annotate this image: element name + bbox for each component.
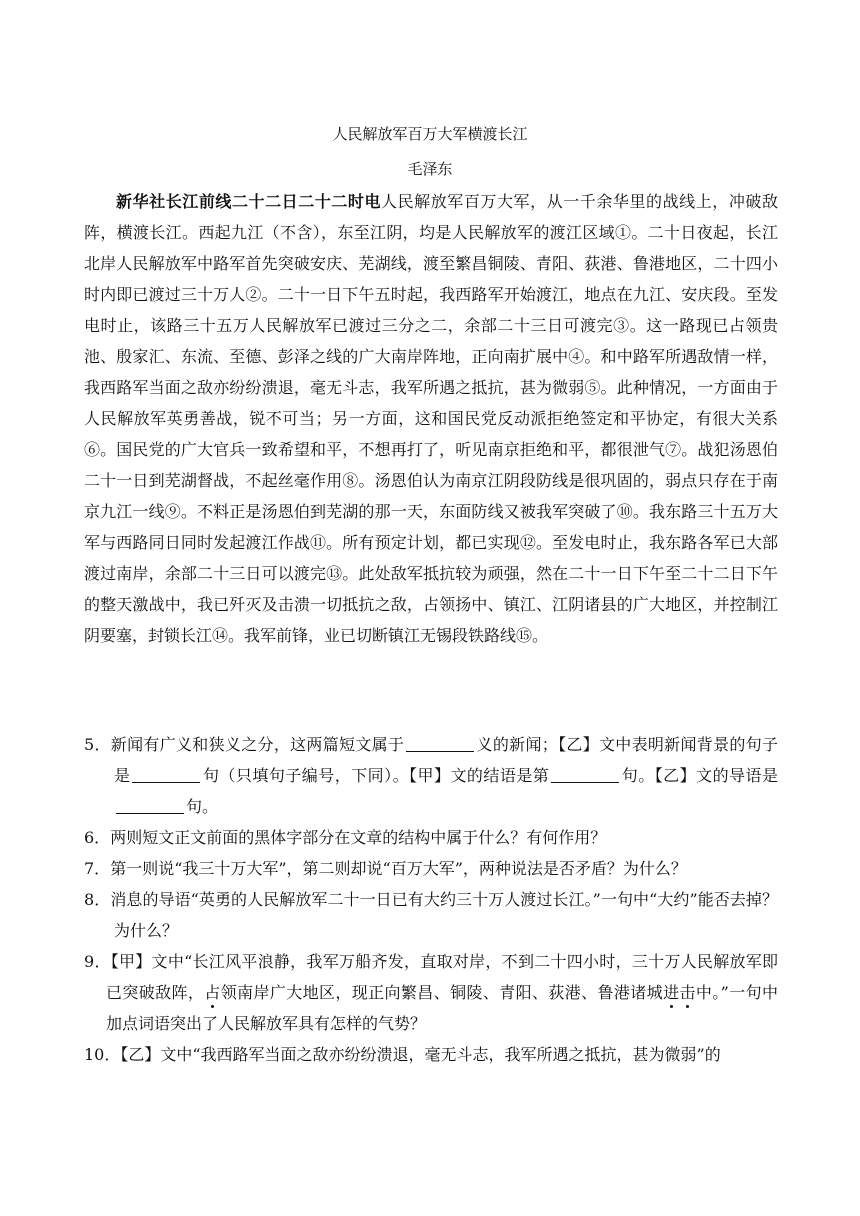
question-6: [84, 822, 778, 853]
news-text: 人民解放军百万大军，从一千余华里的战线上，冲破敌阵，横渡长江。西起九江（不含），东至江阴，均是人民解放军的渡江区域①。二十日夜起，长江北岸人民解放军中路军首先突破安庆、芜湖线，渡至繁昌铜陵、青阳、荻港、鲁港地区，二十四小时内即已渡过三十万人②。二十一日下午五时起，我西路军开始渡江，地点在九江、安庆段。至发电时止，该路三十五万人民解放军已渡过三分之二，余部二十三日可渡完③。这一路现已占领贵池、殷家汇、东流、至德、彭泽之线的广大南岸阵地，正向南扩展中④。和中路军所遇敌情一样，我西路军当面之敌亦纷纷溃退，毫无斗志，我军所遇之抵抗，甚为微弱⑤。此种情况，一方面由于人民解放军英勇善战，锐不可当；另一方面，这和国民党反动派拒绝签定和平协定，有很大关系⑥。国民党的广大官兵一致希望和平，不想再打了，听见南京拒绝和平，都很泄气⑦。战犯汤恩伯二十一日到芜湖督战，不起丝毫作用⑧。汤恩伯认为南京江阴段防线是很巩固的，弱点只存在于南京九江一线⑨。不料正是汤恩伯到芜湖的那一天，东面防线又被我军突破了⑩。我东路三十五万大军与西路同日同时发起渡江作战⑪。所有预定计划，都已实现⑫。至发电时止，我东路各军已大部渡过南岸，余部二十三日可以渡完⑬。此处敌军抵抗较为顽强，然在二十一日下午至二十二日下午的整天激战中，我已歼灭及击溃一切抵抗之敌，占领扬中、镇江、江阴诸县的广大地区，并控制江阴要塞，封锁长江⑭。我军前锋，业已切断镇江无锡段铁路线⑮。: [84, 192, 778, 645]
answer-blank[interactable]: [132, 766, 200, 783]
article-title: 人民解放军百万大军横渡长江: [332, 125, 528, 143]
question-8: [84, 884, 778, 946]
question-text: 消息的导语“英勇的人民解放军二十一日已有大约三十万人渡过长江。”一句中“大约”能否去掉？为什么？: [110, 890, 778, 940]
article-author: 毛泽东: [407, 160, 453, 178]
news-dateline: 新华社长江前线二十二日二十二时电: [116, 192, 382, 211]
answer-blank[interactable]: [551, 766, 619, 783]
question-5: 5．新闻有广义和狭义之分，这两篇短文属于 义的新闻；【乙】文中表明新闻背景的句子是 句（只填句子编号，下同）。【甲】文的结语是第 句。【乙】文的导语是句。: [84, 735, 778, 816]
question-number: 9．: [84, 952, 111, 971]
answer-blank[interactable]: [116, 797, 184, 814]
question-number: 10．: [84, 1045, 121, 1064]
question-10: [84, 1039, 778, 1070]
emphasis-dotted-char: 击: [679, 983, 696, 1002]
article-body: [84, 186, 778, 651]
question-number: 5．: [84, 735, 111, 754]
question-number: 6．: [84, 828, 111, 847]
question-text: 【乙】文中“我西路军当面之敌亦纷纷溃退，毫无斗志，我军所遇之抵抗，甚为微弱”的: [120, 1045, 721, 1064]
question-text: 两则短文正文前面的黑体字部分在文章的结构中属于什么？有何作用？: [110, 828, 607, 847]
question-number: 7．: [84, 859, 111, 878]
answer-blank[interactable]: [406, 735, 474, 752]
question-9: 9．【甲】文中“长江风平浪静，我军万船齐发，直取对岸，不到二十四小时，三十万人民解放军即已突破敌阵，占领南岸广大地区，现正向繁昌、铜陵、青阳、荻港、鲁港诸城进击中。”一句中加点词语突出了人民解放军具有怎样的气势？: [84, 952, 778, 1033]
emphasis-dotted-char: 占: [204, 983, 221, 1002]
question-number: 8．: [84, 890, 111, 909]
question-list: [84, 729, 778, 1070]
emphasis-dotted-char: 进: [663, 983, 680, 1002]
question-text: 第一则说“我三十万大军”，第二则却说“百万大军”，两种说法是否矛盾？为什么？: [110, 859, 687, 878]
question-7: [84, 853, 778, 884]
